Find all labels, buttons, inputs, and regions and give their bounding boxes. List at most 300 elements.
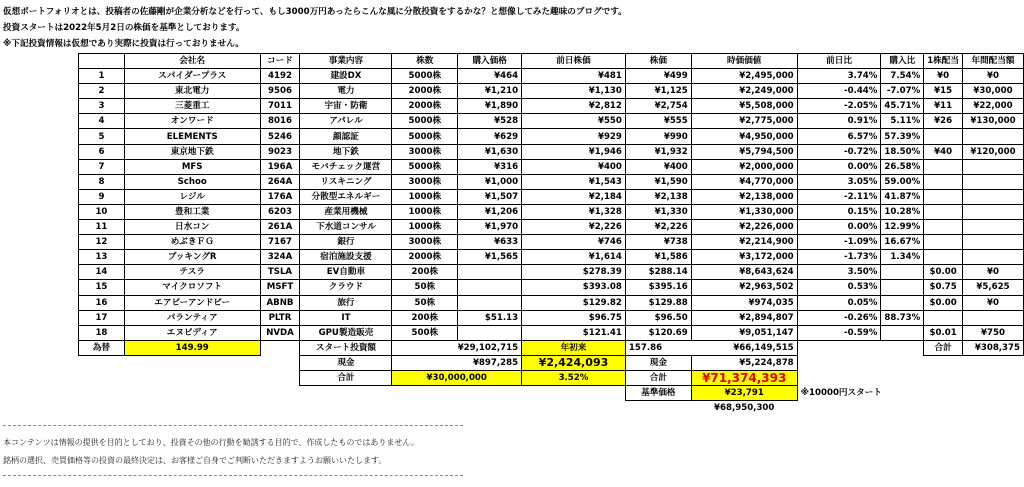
price: ¥400 [625,159,691,174]
day-change: 0.00% [797,159,881,174]
buy-change: 12.99% [881,220,924,235]
stock-code: 264A [260,174,300,189]
row-no: 6 [79,144,125,159]
intro-line-1: 仮想ポートフォリオとは、投稿者の佐藤剛が企業分析などを行って、もし3000万円あったらこんな風に分散投資をするかな？と想像してみた趣味のブログです。 [3,7,627,17]
dividend: ¥15 [924,84,963,99]
stock-code: 8016 [260,114,300,129]
market-value: ¥2,226,000 [691,220,797,235]
company-name: ブッキングR [124,250,260,265]
business: GPU製造販売 [300,325,392,340]
buy-price: ¥316 [458,159,522,174]
buy-price [458,280,522,295]
base-note: ※10000円スタート [800,388,882,399]
dividend [924,129,963,144]
company-name: 日水コン [124,220,260,235]
day-change: 3.05% [797,174,881,189]
company-name: 三菱重工 [124,99,260,114]
day-change: -0.26% [797,310,881,325]
header-company: 会社名 [124,54,260,69]
stock-code: PLTR [260,310,300,325]
annual-dividend [962,159,1023,174]
company-name: スパイダープラス [124,69,260,84]
summary-rows [79,340,1024,415]
buy-price: $51.13 [458,310,522,325]
market-value: ¥2,249,000 [691,84,797,99]
business: 旅行 [300,295,392,310]
dividend [924,250,963,265]
prev-price: ¥400 [522,159,626,174]
shares: 2000株 [392,99,458,114]
base-label: 基準価格 [625,386,691,401]
price: $129.88 [625,295,691,310]
annual-dividend: ¥130,000 [962,114,1023,129]
day-change: 0.15% [797,204,881,219]
company-name: レジル [124,189,260,204]
market-value: ¥2,775,000 [691,114,797,129]
cash-label: 現金 [300,355,392,370]
prev-price: ¥746 [522,235,626,250]
price: ¥1,586 [625,250,691,265]
divider-bottom [3,475,463,476]
price: ¥2,226 [625,220,691,235]
shares: 2000株 [392,84,458,99]
annual-dividend: ¥0 [962,295,1023,310]
company-name: Schoo [124,174,260,189]
row-no: 18 [79,325,125,340]
business: モバチェック運営 [300,159,392,174]
buy-price: ¥1,206 [458,204,522,219]
business: IT [300,310,392,325]
shares: 5000株 [392,129,458,144]
table-row [79,144,1024,159]
price: ¥990 [625,129,691,144]
row-no: 16 [79,295,125,310]
header-code: コード [260,54,300,69]
market-value: ¥2,894,807 [691,310,797,325]
header-row [79,54,1024,69]
prev-price: $393.08 [522,280,626,295]
price: ¥1,590 [625,174,691,189]
company-name: MFS [124,159,260,174]
header-price: 株価 [625,54,691,69]
market-value: ¥3,172,000 [691,250,797,265]
buy-price: ¥1,000 [458,174,522,189]
market-value: ¥2,214,900 [691,235,797,250]
business: 建設DX [300,69,392,84]
price: ¥2,754 [625,99,691,114]
day-change: 0.91% [797,114,881,129]
cash2-label: 現金 [625,355,691,370]
disclaimer-line-2: 銘柄の選択、売買価格等の投資の最終決定は、お客様ご自身でご判断いただきますようお願いいたします。 [3,456,387,465]
annual-dividend: ¥750 [962,325,1023,340]
disclaimer-line-1: 本コンテンツは情報の提供を目的としており、投資その他の行動を勧誘する目的で、作成したものではありません。 [3,438,419,447]
dividend [924,204,963,219]
row-no: 3 [79,99,125,114]
shares: 5000株 [392,159,458,174]
row-no: 7 [79,159,125,174]
divider-top [3,425,463,426]
row-no: 15 [79,280,125,295]
table-row [79,280,1024,295]
prev-price: ¥2,812 [522,99,626,114]
company-name: エアビーアンドビー [124,295,260,310]
shares: 200株 [392,310,458,325]
shares: 50株 [392,280,458,295]
start-label: スタート投資額 [300,340,392,355]
header-no [79,54,125,69]
row-no: 14 [79,265,125,280]
stock-code: 176A [260,189,300,204]
buy-change: 10.28% [881,204,924,219]
annual-dividend: ¥0 [962,265,1023,280]
annual-dividend: ¥120,000 [962,144,1023,159]
company-name: マイクロソフト [124,280,260,295]
stock-code: 9023 [260,144,300,159]
total-label: 合計 [300,370,392,385]
market-value: ¥2,495,000 [691,69,797,84]
dividend: $0.75 [924,280,963,295]
day-change: 0.00% [797,220,881,235]
price: ¥738 [625,235,691,250]
shares: 2000株 [392,250,458,265]
summary-row-2 [79,355,1024,370]
buy-change: 59.00% [881,174,924,189]
day-change: -0.72% [797,144,881,159]
buy-change [881,325,924,340]
shares: 3000株 [392,235,458,250]
market-value: ¥5,508,000 [691,99,797,114]
intro-line-3: ※下記投資情報は仮想であり実際に投資は行っておりません。 [3,39,244,49]
prev-price: $278.39 [522,265,626,280]
start-value: ¥29,102,715 [392,340,522,355]
dividend: $0.01 [924,325,963,340]
buy-price: ¥1,210 [458,84,522,99]
buy-change: 45.71% [881,99,924,114]
annual-dividend [962,174,1023,189]
buy-price: ¥1,890 [458,99,522,114]
annual-dividend: ¥22,000 [962,99,1023,114]
summary-row-3 [79,370,1024,385]
market-value: ¥2,138,000 [691,189,797,204]
table-row [79,250,1024,265]
buy-change: 7.54% [881,69,924,84]
row-no: 8 [79,174,125,189]
annual-dividend [962,129,1023,144]
day-change: 3.50% [797,265,881,280]
business: アパレル [300,114,392,129]
price: ¥555 [625,114,691,129]
buy-change [881,295,924,310]
row-no: 9 [79,189,125,204]
prev-price: ¥550 [522,114,626,129]
cash2-value: ¥5,224,878 [691,355,797,370]
buy-change: 5.11% [881,114,924,129]
dividend [924,235,963,250]
header-dividend: 1株配当 [924,54,963,69]
table-row [79,114,1024,129]
business: 分散型エネルギー [300,189,392,204]
row-no: 17 [79,310,125,325]
shares: 500株 [392,325,458,340]
shares: 1000株 [392,189,458,204]
row-no: 1 [79,69,125,84]
dividend-total-label: 合計 [924,340,963,355]
dividend-total-value: ¥308,375 [962,340,1023,355]
company-name: 東京地下鉄 [124,144,260,159]
market-value: ¥5,794,500 [691,144,797,159]
buy-price: ¥1,507 [458,189,522,204]
day-change: -2.11% [797,189,881,204]
company-name: テスラ [124,265,260,280]
annual-dividend: ¥5,625 [962,280,1023,295]
shares: 1000株 [392,204,458,219]
header-business: 事業内容 [300,54,392,69]
dividend: ¥0 [924,69,963,84]
row-no: 5 [79,129,125,144]
rate-value: 157.86 [625,340,691,355]
intro-line-2: 投資スタートは2022年5月2日の株価を基準としております。 [3,23,245,33]
stock-value: ¥66,149,515 [691,340,797,355]
prev-price: ¥481 [522,69,626,84]
header-market-value: 時価価値 [691,54,797,69]
row-no: 12 [79,235,125,250]
stock-code: 261A [260,220,300,235]
ytd-pct: 3.52% [522,370,626,385]
summary-row-4 [79,386,1024,401]
business: 宇宙・防衛 [300,99,392,114]
total2-value: ¥71,374,393 [691,370,797,385]
prev-value: ¥68,950,300 [714,403,775,414]
buy-change: 16.67% [881,235,924,250]
fx-label: 為替 [79,340,125,355]
day-change: -1.09% [797,235,881,250]
annual-dividend [962,204,1023,219]
company-name: エヌビディア [124,325,260,340]
business: リスキニング [300,174,392,189]
annual-dividend: ¥0 [962,69,1023,84]
price: ¥499 [625,69,691,84]
buy-price: ¥528 [458,114,522,129]
prev-price: $121.41 [522,325,626,340]
dividend: ¥40 [924,144,963,159]
business: 地下鉄 [300,144,392,159]
company-name: めぶきＦＧ [124,235,260,250]
stock-code: NVDA [260,325,300,340]
table-row [79,174,1024,189]
row-no: 2 [79,84,125,99]
row-no: 11 [79,220,125,235]
header-annual-dividend: 年間配当額 [962,54,1023,69]
price: ¥1,330 [625,204,691,219]
annual-dividend [962,235,1023,250]
stock-code: 5246 [260,129,300,144]
buy-price [458,265,522,280]
dividend: ¥26 [924,114,963,129]
business: クラウド [300,280,392,295]
buy-change: 18.50% [881,144,924,159]
dividend: ¥11 [924,99,963,114]
shares: 200株 [392,265,458,280]
stock-rows [79,69,1024,341]
business: EV自動車 [300,265,392,280]
table-row [79,325,1024,340]
prev-price: ¥929 [522,129,626,144]
business: 顔認証 [300,129,392,144]
stock-code: MSFT [260,280,300,295]
cash-value: ¥897,285 [392,355,522,370]
row-no: 13 [79,250,125,265]
prev-price: ¥2,184 [522,189,626,204]
price: $395.16 [625,280,691,295]
annual-dividend: ¥30,000 [962,84,1023,99]
shares: 1000株 [392,220,458,235]
buy-price: ¥464 [458,69,522,84]
company-name: ELEMENTS [124,129,260,144]
business: 下水道コンサル [300,220,392,235]
header-shares: 株数 [392,54,458,69]
buy-change: 26.58% [881,159,924,174]
day-change: 0.53% [797,280,881,295]
buy-price: ¥1,565 [458,250,522,265]
buy-price: ¥1,630 [458,144,522,159]
buy-change: -7.07% [881,84,924,99]
day-change: -1.73% [797,250,881,265]
header-buy-change: 購入比 [881,54,924,69]
business: 電力 [300,84,392,99]
stock-code: 196A [260,159,300,174]
dividend [924,159,963,174]
base-value: ¥23,791 [691,386,797,401]
dividend [924,189,963,204]
buy-price: ¥1,970 [458,220,522,235]
summary-row-1 [79,340,1024,355]
day-change: -0.44% [797,84,881,99]
buy-change: 88.73% [881,310,924,325]
market-value: ¥9,051,147 [691,325,797,340]
day-change: -2.05% [797,99,881,114]
business: 宿泊施設支援 [300,250,392,265]
header-day-change: 前日比 [797,54,881,69]
price: $96.50 [625,310,691,325]
annual-dividend [962,310,1023,325]
table-row [79,99,1024,114]
dividend [924,174,963,189]
company-name: オンワード [124,114,260,129]
price: ¥2,138 [625,189,691,204]
stock-code: TSLA [260,265,300,280]
row-no: 4 [79,114,125,129]
prev-price: ¥1,543 [522,174,626,189]
header-prev-price: 前日株価 [522,54,626,69]
total2-label: 合計 [625,370,691,385]
market-value: ¥8,643,624 [691,265,797,280]
prev-price: ¥2,226 [522,220,626,235]
table-row [79,69,1024,84]
stock-code: 7011 [260,99,300,114]
shares: 5000株 [392,114,458,129]
business: 銀行 [300,235,392,250]
market-value: ¥1,330,000 [691,204,797,219]
buy-change: 1.34% [881,250,924,265]
total-value: ¥30,000,000 [392,370,522,385]
row-no: 10 [79,204,125,219]
buy-price [458,325,522,340]
table-row [79,189,1024,204]
table-row [79,265,1024,280]
company-name: 東北電力 [124,84,260,99]
stock-code: 7167 [260,235,300,250]
annual-dividend [962,220,1023,235]
market-value: ¥2,000,000 [691,159,797,174]
shares: 50株 [392,295,458,310]
prev-price: ¥1,946 [522,144,626,159]
table-row [79,204,1024,219]
day-change: -0.59% [797,325,881,340]
buy-change [881,265,924,280]
market-value: ¥4,950,000 [691,129,797,144]
ytd-value: ¥2,424,093 [522,355,626,370]
price: $120.69 [625,325,691,340]
company-name: 豊和工業 [124,204,260,219]
table-row [79,310,1024,325]
buy-price: ¥633 [458,235,522,250]
buy-price [458,295,522,310]
ytd-label: 年初来 [522,340,626,355]
price: ¥1,932 [625,144,691,159]
market-value: ¥4,770,000 [691,174,797,189]
table-row [79,220,1024,235]
prev-price: ¥1,614 [522,250,626,265]
market-value: ¥974,035 [691,295,797,310]
summary-row-5 [79,401,1024,416]
table-row [79,235,1024,250]
dividend [924,220,963,235]
buy-price: ¥629 [458,129,522,144]
shares: 3000株 [392,144,458,159]
annual-dividend [962,250,1023,265]
stock-code: 4192 [260,69,300,84]
market-value: ¥2,963,502 [691,280,797,295]
stock-code: 9506 [260,84,300,99]
day-change: 3.74% [797,69,881,84]
prev-price: ¥1,130 [522,84,626,99]
portfolio-table [78,53,1024,415]
shares: 5000株 [392,69,458,84]
table-row [79,159,1024,174]
day-change: 0.05% [797,295,881,310]
buy-change [881,280,924,295]
shares: 3000株 [392,174,458,189]
prev-price: $129.82 [522,295,626,310]
buy-change: 41.87% [881,189,924,204]
business: 産業用機械 [300,204,392,219]
price: $288.14 [625,265,691,280]
dividend: $0.00 [924,295,963,310]
prev-price: ¥1,328 [522,204,626,219]
day-change: 6.57% [797,129,881,144]
header-buy-price: 購入価格 [458,54,522,69]
price: ¥1,125 [625,84,691,99]
prev-price: $96.75 [522,310,626,325]
stock-code: ABNB [260,295,300,310]
table-row [79,295,1024,310]
dividend: $0.00 [924,265,963,280]
table-row [79,129,1024,144]
table-row [79,84,1024,99]
company-name: パランティア [124,310,260,325]
stock-code: 6203 [260,204,300,219]
buy-change: 57.39% [881,129,924,144]
